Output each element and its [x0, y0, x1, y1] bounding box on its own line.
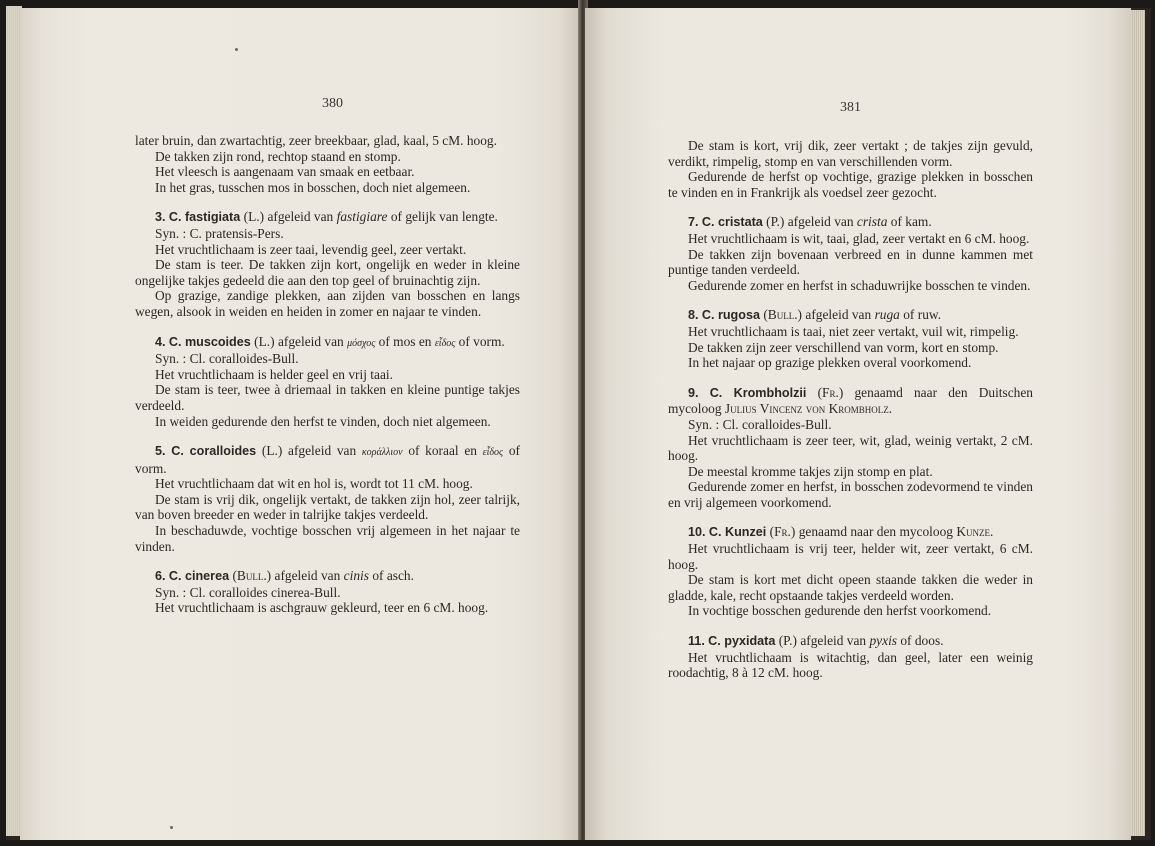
etymology-text: afgeleid van [787, 214, 854, 230]
description: Het vruchtlichaam is taai, niet zeer vertakt, vuil wit, rimpelig. [688, 323, 1019, 339]
etymology-text: of doos. [900, 633, 944, 649]
entry-number: 5. [155, 444, 166, 459]
species-name: C. coralloides [171, 444, 257, 459]
page-number: 380 [322, 96, 343, 111]
entry-heading [135, 209, 520, 226]
entry-number: 3. [155, 210, 166, 225]
entry-heading [668, 214, 1033, 231]
description: Het vruchtlichaam dat wit en hol is, wordt tot 11 cM. hoog. [155, 476, 473, 492]
description: Het vruchtlichaam is vrij teer, helder wit, zeer vertakt, 6 cM. hoog. [668, 541, 1033, 572]
description: Gedurende zomer en herfst in schaduwrijke bosschen te vinden. [688, 277, 1031, 293]
species-entry [668, 385, 1033, 511]
etymology-word: κοράλλιον [361, 447, 403, 459]
etymology-text: afgeleid van [800, 633, 867, 649]
species-author: (L.) [243, 209, 265, 225]
entry-number: 4. [155, 334, 166, 349]
species-author: (Fr.) [817, 384, 844, 400]
etymology-text: of asch. [372, 568, 414, 584]
synonym: Syn. : Cl. coralloides cinerea-Bull. [155, 584, 341, 600]
etymology-text: afgeleid van [288, 443, 357, 459]
etymology-person: Kunze. [956, 524, 994, 540]
entry-heading [135, 568, 520, 585]
species-entry [135, 443, 520, 554]
etymology-text: of gelijk van lengte. [390, 209, 498, 225]
intro-line: De takken zijn rond, rechtop staand en stomp. [155, 148, 401, 164]
entry-heading [135, 443, 520, 476]
etymology-text: of koraal en [408, 443, 477, 459]
entry-number: 7. [688, 215, 699, 230]
entry-heading [668, 385, 1033, 417]
species-name: C. Kunzei [708, 525, 767, 540]
species-name: C. fastigiata [168, 210, 241, 225]
species-entry [135, 334, 520, 430]
etymology-word: εἶδος [434, 337, 456, 349]
description: In het najaar op grazige plekken overal voorkomend. [688, 355, 972, 371]
right-page [585, 8, 1131, 840]
etymology-word: pyxis [869, 633, 897, 649]
description: Het vruchtlichaam is zeer teer, wit, glad, weinig vertakt, 2 cM. hoog. [668, 432, 1033, 464]
species-entry [668, 307, 1033, 370]
species-author: (P.) [778, 633, 797, 649]
description: Gedurende zomer en herfst, in bosschen zodevormend te vinden en vrij algemeen voorkomend. [668, 479, 1033, 510]
etymology-text: of mos en [378, 333, 432, 349]
etymology-text: afgeleid van [805, 307, 872, 323]
etymology-word: cinis [343, 568, 369, 584]
species-author: (L.) [261, 443, 283, 459]
species-author: (Bull.) [763, 307, 803, 323]
etymology-text: of vorm. [135, 443, 520, 476]
description: Het vruchtlichaam is wit, taai, glad, zeer vertakt en 6 cM. hoog. [688, 230, 1030, 246]
etymology-word: εἶδος [482, 447, 504, 459]
species-author: (P.) [766, 214, 785, 230]
description: Het vruchtlichaam is witachtig, dan geel, later een weinig roodachtig, 8 à 12 cM. hoog. [668, 649, 1033, 681]
species-entry [135, 568, 520, 616]
etymology-text: of vorm. [458, 333, 505, 349]
description: De takken zijn bovenaan verbreed en in dunne kammen met puntige tanden verdeeld. [668, 246, 1033, 278]
species-name: C. cinerea [168, 569, 230, 584]
etymology-text: afgeleid van [277, 333, 344, 349]
description: De stam is vrij dik, ongelijk vertakt, de takken zijn hol, zeer talrijk, van boven breeder en weder in talrijke takjes verdeeld. [135, 491, 520, 523]
species-name: C. rugosa [701, 308, 760, 323]
species-author: (Bull.) [232, 568, 272, 584]
entry-heading [668, 524, 1033, 541]
description: De takken zijn zeer verschillend van vorm, kort en stomp. [688, 339, 999, 355]
page-edges-right [1129, 10, 1145, 836]
entry-number: 9. [688, 385, 699, 400]
left-page [20, 8, 582, 840]
entry-heading [668, 633, 1033, 650]
intro-line: In het gras, tusschen mos in bosschen, doch niet algemeen. [155, 179, 471, 195]
entry-heading [668, 307, 1033, 324]
etymology-text: genaamd naar den mycoloog [798, 524, 953, 540]
etymology-text: genaamd naar den Duitschen mycoloog [668, 384, 1034, 417]
entry-number: 8. [688, 308, 699, 323]
description: In weiden gedurende den herfst te vinden, doch niet algemeen. [155, 413, 491, 429]
species-entry [135, 209, 520, 319]
right-page-text [668, 138, 1033, 681]
description: Op grazige, zandige plekken, aan zijden van bosschen en langs wegen, alsook in weiden en heiden in zomer en najaar te vinden. [135, 288, 520, 319]
species-entry [668, 214, 1033, 293]
synonym: Syn. : Cl. coralloides-Bull. [688, 416, 832, 432]
speck [170, 826, 173, 829]
species-name: C. muscoides [168, 334, 251, 349]
description: Het vruchtlichaam is zeer taai, levendig geel, zeer vertakt. [155, 241, 467, 257]
left-page-text [135, 133, 520, 616]
intro-line: De stam is kort, vrij dik, zeer vertakt ; de takjes zijn gevuld, verdikt, rimpelig, stomp en van verschillenden vorm. [668, 138, 1033, 169]
entry-number: 10. [688, 525, 706, 540]
page-number: 381 [840, 100, 861, 115]
entry-heading [135, 334, 520, 352]
intro-line: Het vleesch is aangenaam van smaak en eetbaar. [155, 164, 415, 180]
species-entry [668, 524, 1033, 619]
description: De meestal kromme takjes zijn stomp en plat. [688, 463, 933, 479]
description: In vochtige bosschen gedurende den herfst voorkomend. [688, 603, 992, 619]
entry-number: 6. [155, 569, 166, 584]
description: De stam is teer, twee à driemaal in takken en kleine puntige takjes verdeeld. [135, 382, 520, 413]
etymology-word: crista [856, 214, 888, 230]
description: De stam is teer. De takken zijn kort, ongelijk en weder in kleine ongelijke takjes gedeeld die aan den top geel of bruinachtig zijn. [135, 257, 520, 288]
species-name: C. Krombholzii [709, 385, 807, 400]
etymology-person: Julius Vincenz von Krombholz. [724, 401, 893, 417]
intro-line: Gedurende de herfst op vochtige, grazige plekken in bosschen te vinden en in Frankrijk als voedsel zeer gezocht. [668, 169, 1033, 200]
species-author: (L.) [254, 333, 275, 349]
description: Het vruchtlichaam is helder geel en vrij taai. [155, 366, 393, 382]
species-author: (Fr.) [769, 524, 796, 540]
description: In beschaduwde, vochtige bosschen vrij algemeen in het najaar te vinden. [135, 523, 520, 554]
etymology-text: of ruw. [903, 307, 942, 323]
etymology-text: of kam. [890, 214, 932, 230]
intro-line: later bruin, dan zwartachtig, zeer breekbaar, glad, kaal, 5 cM. hoog. [135, 133, 497, 148]
speck [235, 48, 238, 51]
etymology-text: afgeleid van [274, 568, 341, 584]
species-name: C. cristata [701, 215, 763, 230]
etymology-word: ruga [874, 307, 900, 323]
etymology-text: afgeleid van [267, 209, 334, 225]
synonym: Syn. : C. pratensis-Pers. [155, 225, 284, 241]
species-name: C. pyxidata [708, 634, 776, 649]
synonym: Syn. : Cl. coralloides-Bull. [155, 351, 299, 367]
etymology-word: fastigiare [336, 209, 388, 225]
species-entry [668, 633, 1033, 681]
description: Het vruchtlichaam is aschgrauw gekleurd, teer en 6 cM. hoog. [155, 600, 489, 616]
description: De stam is kort met dicht opeen staande takken die weder in gladde, kale, recht opstaande takjes verdeeld worden. [668, 572, 1033, 603]
etymology-word: μόσχος [347, 337, 376, 349]
entry-number: 11. [688, 634, 705, 649]
